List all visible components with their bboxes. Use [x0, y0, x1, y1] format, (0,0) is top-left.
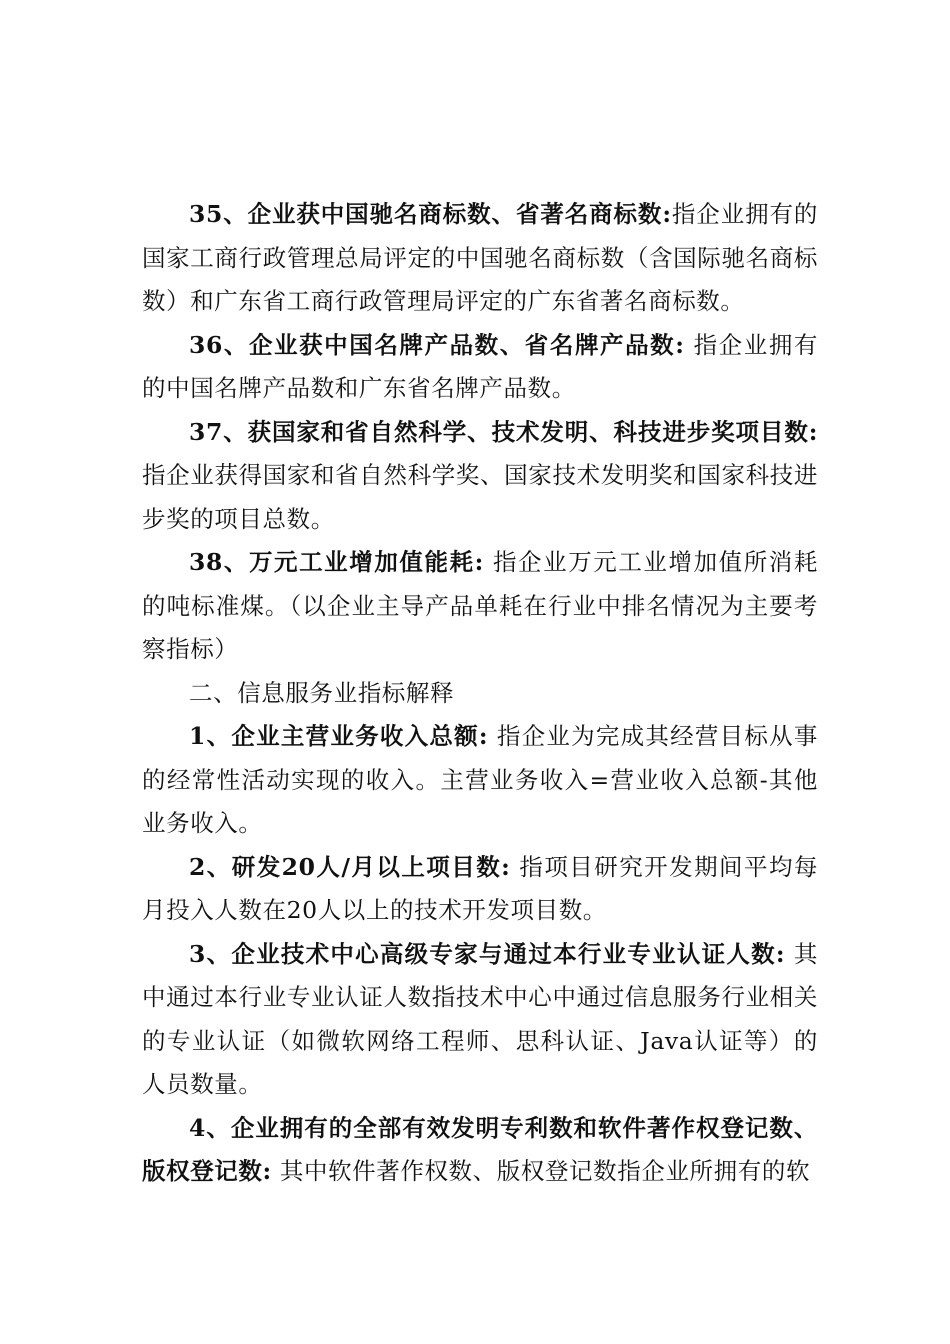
paragraph-item-3: [142, 933, 818, 1107]
paragraph-heading: 2、研发20人/月以上项目数:: [189, 852, 511, 881]
paragraph-heading: 38、万元工业增加值能耗:: [189, 548, 484, 576]
paragraph-heading: 4、企业拥有的全部有效发明专利数和软件著作权登记数、版权登记数:: [142, 1113, 818, 1185]
paragraph-text: 指企业拥有的中国名牌产品数和广东省名牌产品数。: [142, 330, 818, 402]
paragraph-item-38: [142, 541, 818, 672]
paragraph-text: 指企业拥有的国家工商行政管理总局评定的中国驰名商标数（含国际驰名商标数）和广东省工商行政管理局评定的广东省著名商标数。: [142, 200, 818, 315]
paragraph-text: 指企业为完成其经营目标从事的经常性活动实现的收入。主营业务收入=营业收入总额-其他业务收入。: [142, 722, 819, 837]
paragraph-heading: 35、企业获中国驰名商标数、省著名商标数:: [189, 200, 672, 228]
paragraph-heading: 37、获国家和省自然科学、技术发明、科技进步奖项目数:: [189, 417, 818, 446]
paragraph-text: 其中通过本行业专业认证人数指技术中心中通过信息服务行业相关的专业认证（如微软网络工程师、思科认证、Java认证等）的人员数量。: [142, 939, 818, 1098]
document-body: [142, 193, 818, 1194]
paragraph-item-36: [142, 324, 818, 411]
paragraph-heading: 1、企业主营业务收入总额:: [189, 722, 489, 750]
paragraph-heading: 36、企业获中国名牌产品数、省名牌产品数:: [189, 330, 685, 359]
paragraph-heading: 3、企业技术中心高级专家与通过本行业专业认证人数:: [189, 939, 786, 968]
paragraph-item-2: [142, 846, 818, 933]
paragraph-text: 其中软件著作权数、版权登记数指企业所拥有的软: [271, 1157, 811, 1185]
paragraph-item-4: [142, 1107, 818, 1194]
paragraph-item-35: [142, 193, 818, 324]
section-title: 二、信息服务业指标解释: [189, 678, 455, 707]
paragraph-item-1: [142, 715, 818, 846]
paragraph-text: 指企业获得国家和省自然科学奖、国家技术发明奖和国家科技进步奖的项目总数。: [142, 461, 818, 533]
paragraph-text: 指企业万元工业增加值所消耗的吨标准煤。（以企业主导产品单耗在行业中排名情况为主要考察指标）: [142, 548, 818, 663]
paragraph-text: 指项目研究开发期间平均每月投入人数在20人以上的技术开发项目数。: [142, 852, 818, 924]
paragraph-item-37: [142, 411, 818, 542]
